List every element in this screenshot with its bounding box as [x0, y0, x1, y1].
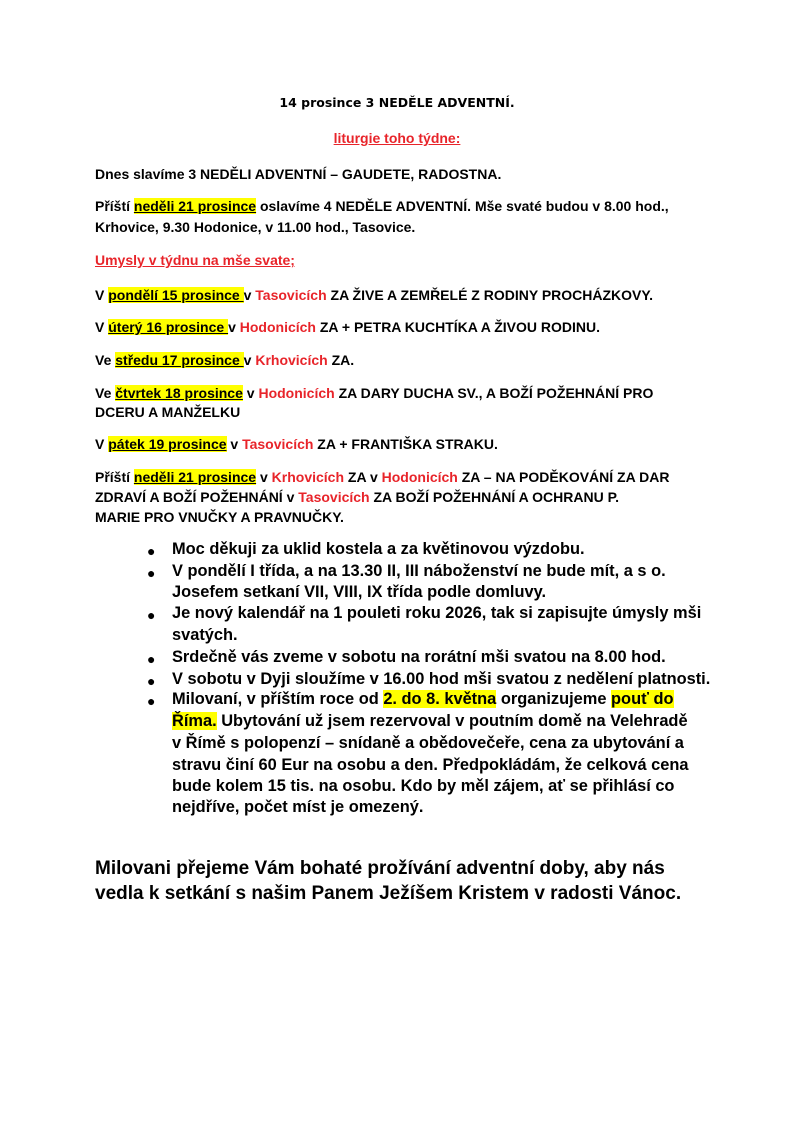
closing-line-2: vedla k setkání s našim Panem Ježíšem Kristem v radosti Vánoc.: [95, 883, 682, 904]
announcement-pilgrimage: Milovaní, v příštím roce od 2. do 8. května organizujeme pouť do: [172, 690, 674, 708]
liturgy-subtitle: liturgie toho týdne:: [333, 130, 461, 146]
place-name: Tasovicích: [298, 489, 370, 505]
pilgrimage-highlight: pouť do: [611, 690, 674, 708]
place-name: Krhovicích: [271, 469, 345, 485]
next-sunday-line-2: Krhovice, 9.30 Hodonice, v 11.00 hod., Tasovice.: [95, 219, 416, 235]
place-name: Hodonicích: [239, 319, 316, 335]
intention-monday: V pondělí 15 prosince v Tasovicích ZA ŽIVE A ZEMŘELÉ Z RODINY PROCHÁZKOVY.: [95, 287, 654, 303]
announcement-pilgrimage-line-5: bude kolem 15 tis. na osobu. Kdo by měl zájem, ať se přihlásí co: [172, 777, 675, 795]
place-name: Tasovicích: [242, 436, 314, 452]
intention-thursday-line-2: DCERU A MANŽELKU: [95, 404, 241, 420]
closing-line-1: Milovani přejeme Vám bohaté prožívání adventní doby, aby nás: [95, 858, 665, 879]
bullet-icon: ●: [147, 693, 156, 709]
place-name: Tasovicích: [255, 287, 327, 303]
place-name: Krhovicích: [255, 352, 328, 368]
intentions-heading: Umysly v týdnu na mše svate;: [95, 252, 295, 268]
announcement-pilgrimage-line-2: Říma. Ubytování už jsem rezervoval v poutním domě na Velehradě: [172, 712, 688, 730]
announcement-calendar: Je nový kalendář na 1 pouleti roku 2026, tak si zapisujte úmysly mši: [172, 604, 702, 622]
announcement-cleaning: Moc děkuji za uklid kostela a za květinovou výzdobu.: [172, 540, 585, 558]
announcement-pilgrimage-line-3: v Římě s polopenzí – snídaně a obědovečeře, cena za ubytování a: [172, 734, 684, 752]
announcement-rorate: Srdečně vás zveme v sobotu na rorátní mši svatou na 8.00 hod.: [172, 648, 666, 666]
bullet-icon: ●: [147, 607, 156, 623]
intention-tuesday: V úterý 16 prosince v Hodonicích ZA + PETRA KUCHTÍKA A ŽIVOU RODINU.: [95, 319, 601, 335]
date-highlight: úterý 16 prosince: [108, 319, 229, 335]
announcement-pilgrimage-line-6: nejdříve, počet míst je omezený.: [172, 798, 424, 816]
announcement-catechism: V pondělí I třída, a na 13.30 II, III náboženství ne bude mít, a s o.: [172, 562, 666, 580]
intention-wednesday: Ve středu 17 prosince v Krhovicích ZA.: [95, 352, 355, 368]
next-sunday-line: Příští neděli 21 prosince oslavíme 4 NEDĚLE ADVENTNÍ. Mše svaté budou v 8.00 hod.,: [95, 198, 669, 214]
date-highlight: 2. do 8. května: [383, 690, 497, 708]
announcement-catechism-line-2: Josefem setkaní VII, VIII, IX třída podle domluvy.: [172, 583, 547, 601]
announcement-pilgrimage-line-4: stravu činí 60 Eur na osobu a den. Předpokládám, že celková cena: [172, 756, 689, 774]
pilgrimage-highlight: Říma.: [172, 712, 217, 730]
bullet-icon: ●: [147, 673, 156, 689]
bullet-icon: ●: [147, 543, 156, 559]
date-highlight: čtvrtek 18 prosince: [115, 385, 243, 401]
date-highlight: neděli 21 prosince: [133, 198, 257, 214]
announcement-calendar-line-2: svatých.: [172, 626, 238, 644]
bullet-icon: ●: [147, 651, 156, 667]
date-highlight: pondělí 15 prosince: [108, 287, 244, 303]
intro-line: Dnes slavíme 3 NEDĚLI ADVENTNÍ – GAUDETE, RADOSTNA.: [95, 166, 502, 182]
date-highlight: pátek 19 prosince: [108, 436, 227, 452]
place-name: Hodonicích: [381, 469, 458, 485]
intention-sunday-line-3: MARIE PRO VNUČKY A PRAVNUČKY.: [95, 509, 344, 525]
intention-thursday: Ve čtvrtek 18 prosince v Hodonicích ZA DARY DUCHA SV., A BOŽÍ POŽEHNÁNÍ PRO: [95, 385, 654, 401]
announcement-dyje: V sobotu v Dyji sloužíme v 16.00 hod mši svatou z nedělení platnosti.: [172, 670, 711, 688]
date-highlight: neděli 21 prosince: [133, 469, 257, 485]
page-title: 14 prosince 3 NEDĚLE ADVENTNÍ.: [279, 95, 515, 110]
date-highlight: středu 17 prosince: [115, 352, 244, 368]
place-name: Hodonicích: [258, 385, 335, 401]
intention-sunday-line-2: ZDRAVÍ A BOŽÍ POŽEHNÁNÍ v Tasovicích ZA BOŽÍ POŽEHNÁNÍ A OCHRANU P.: [95, 489, 620, 505]
bullet-icon: ●: [147, 565, 156, 581]
intention-sunday: Příští neděli 21 prosince v Krhovicích ZA v Hodonicích ZA – NA PODĚKOVÁNÍ ZA DAR: [95, 469, 670, 485]
intention-friday: V pátek 19 prosince v Tasovicích ZA + FRANTIŠKA STRAKU.: [95, 436, 498, 452]
